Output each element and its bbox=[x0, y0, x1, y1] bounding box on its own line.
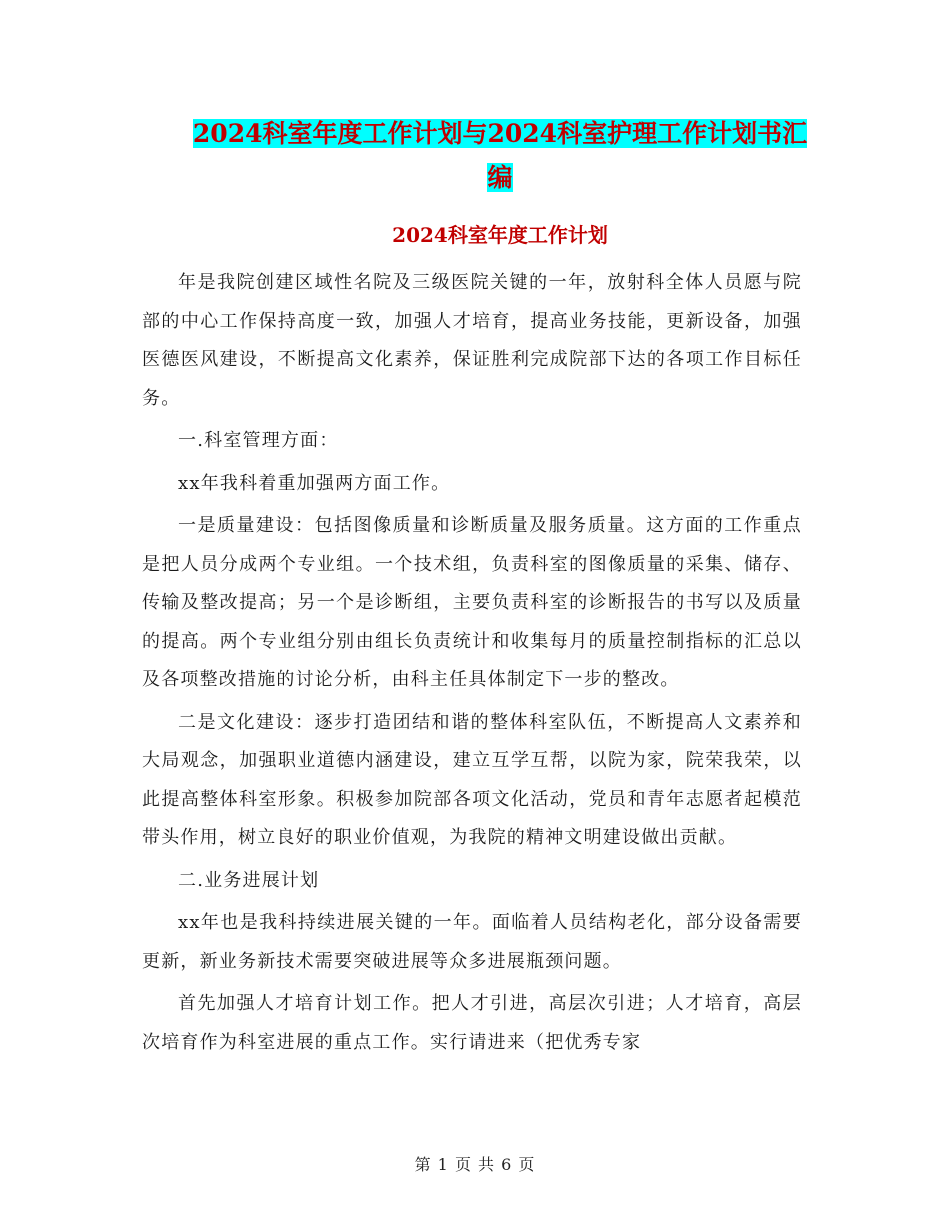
document-title-line2: 编 bbox=[487, 163, 513, 192]
paragraph: 一.科室管理方面： bbox=[178, 430, 339, 451]
document-title bbox=[140, 112, 860, 200]
paragraph: 年是我院创建区域性名院及三级医院关键的一年，放射科全体人员愿与院部的中心工作保持高度一致，加强人才培育，提高业务技能，更新设备，加强医德医风建设，不断提高文化素养，保证胜利完成院部下达的各项工作目标任务。 bbox=[142, 272, 802, 409]
document-body bbox=[142, 264, 802, 1062]
document-title-line1: 2024科室年度工作计划与2024科室护理工作计划书汇 bbox=[192, 119, 808, 148]
section-title: 2024科室年度工作计划 bbox=[392, 223, 608, 247]
paragraph: xx年我科着重加强两方面工作。 bbox=[178, 472, 451, 494]
paragraph: 二.业务进展计划 bbox=[178, 869, 320, 891]
paragraph: 二是文化建设：逐步打造团结和谐的整体科室队伍，不断提高人文素养和大局观念，加强职业道德内涵建设，建立互学互帮，以院为家，院荣我荣，以此提高整体科室形象。积极参加院部各项文化活动，党员和青年志愿者起模范带头作用，树立良好的职业价值观，为我院的精神文明建设做出贡献。 bbox=[142, 711, 802, 848]
paragraph: 首先加强人才培育计划工作。把人才引进，高层次引进；人才培育，高层次培育作为科室进展的重点工作。实行请进来（把优秀专家 bbox=[142, 993, 802, 1053]
paragraph: 一是质量建设：包括图像质量和诊断质量及服务质量。这方面的工作重点是把人员分成两个专业组。一个技术组，负责科室的图像质量的采集、储存、传输及整改提高；另一个是诊断组，主要负责科室的诊断报告的书写以及质量的提高。两个专业组分别由组长负责统计和收集每月的质量控制指标的汇总以及各项整改措施的讨论分析，由科主任具体制定下一步的整改。 bbox=[142, 515, 802, 690]
page-footer: 第 1 页 共 6 页 bbox=[414, 1155, 536, 1174]
paragraph: xx年也是我科持续进展关键的一年。面临着人员结构老化，部分设备需要更新，新业务新技术需要突破进展等众多进展瓶颈问题。 bbox=[142, 912, 802, 972]
